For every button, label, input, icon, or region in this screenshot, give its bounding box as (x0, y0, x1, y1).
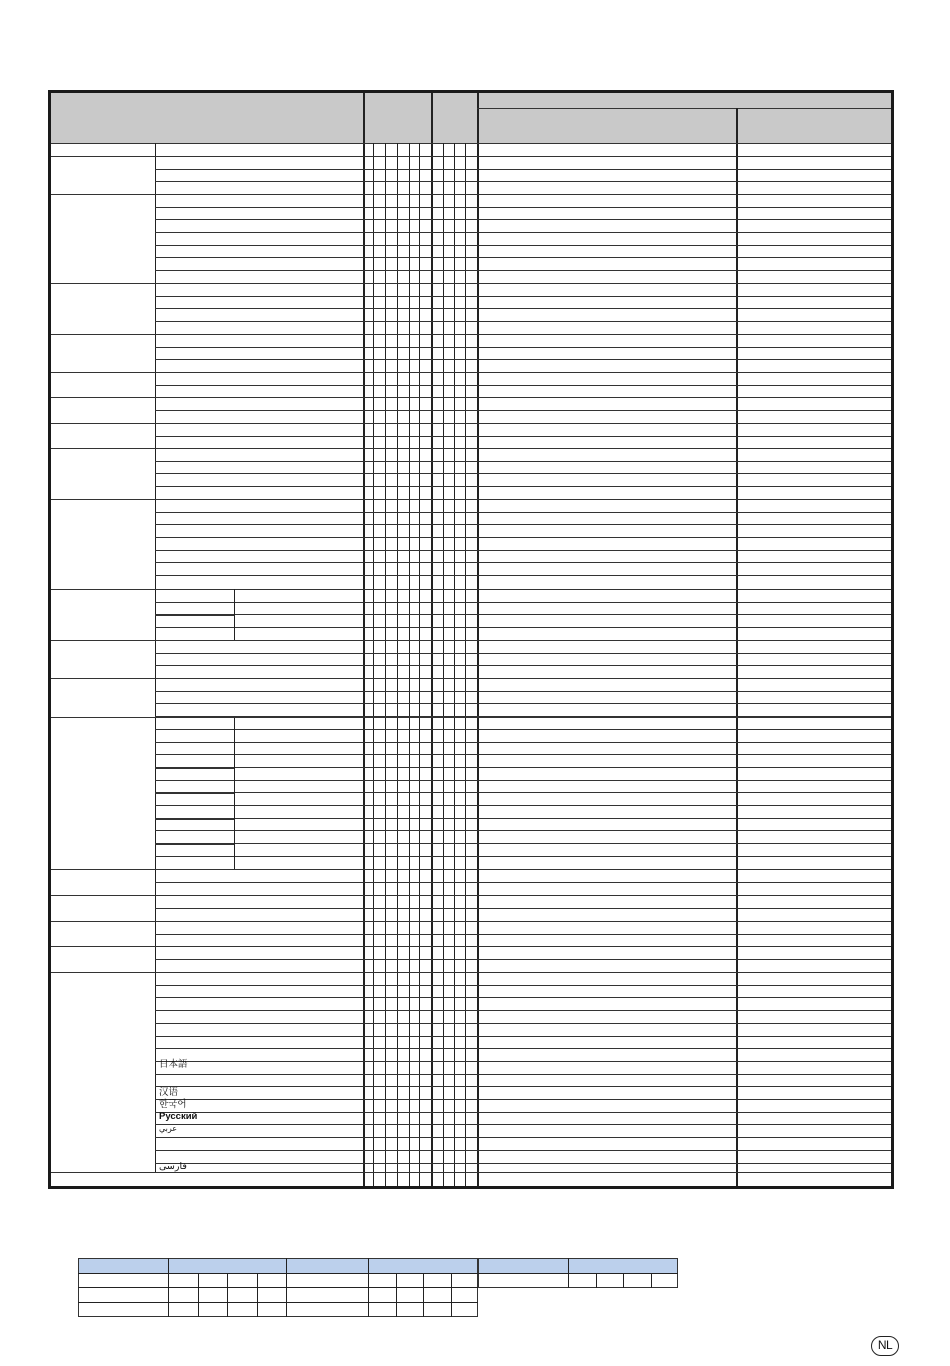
grid-hline (155, 703, 891, 704)
grid-hline (155, 270, 891, 271)
settings-table (48, 90, 894, 1189)
grid-hline (155, 1023, 891, 1024)
grid-hline (51, 869, 891, 870)
grid-hline (155, 1074, 891, 1075)
language-arabic: عربي (159, 1124, 178, 1133)
grid-hline (155, 245, 891, 246)
grid-hline (155, 436, 891, 437)
grid-hline (155, 385, 891, 386)
legend-vline (451, 1273, 452, 1317)
grid-hline (155, 1010, 891, 1011)
grid-hline (155, 602, 891, 603)
grid-hline (155, 321, 891, 322)
grid-hline (155, 1112, 891, 1113)
legend-hline (78, 1287, 478, 1288)
grid-hline (155, 461, 891, 462)
grid-hline (51, 921, 891, 922)
grid-vline (155, 143, 156, 1172)
grid-hline (155, 934, 891, 935)
legend-vline (596, 1273, 597, 1288)
grid-hline (155, 959, 891, 960)
grid-hline (155, 729, 891, 730)
grid-hline (155, 1099, 891, 1100)
grid-hline (155, 843, 891, 844)
legend-hline (478, 1273, 678, 1274)
grid-hline (155, 844, 234, 845)
grid-hline (155, 575, 891, 576)
legend-hline (78, 1273, 478, 1274)
grid-hline (155, 742, 234, 743)
grid-hline (155, 882, 891, 883)
language-farsi: فارسی (159, 1161, 187, 1172)
grid-hline (155, 818, 891, 819)
grid-hline (155, 1150, 891, 1151)
grid-hline (155, 793, 234, 794)
grid-hline (155, 985, 891, 986)
legend-hline (78, 1302, 478, 1303)
grid-hline (155, 473, 891, 474)
grid-hline (155, 512, 891, 513)
grid-hline (155, 908, 891, 909)
grid-hline (155, 805, 891, 806)
language-badge: NL (871, 1336, 899, 1356)
grid-hline (51, 946, 891, 947)
grid-hline (155, 1163, 891, 1164)
grid-hline (155, 754, 891, 755)
grid-hline (155, 780, 891, 781)
grid-hline (51, 972, 891, 973)
grid-hline (51, 283, 891, 284)
grid-hline (155, 1137, 891, 1138)
grid-hline (51, 499, 891, 500)
grid-hline (155, 1036, 891, 1037)
grid-hline (155, 219, 891, 220)
table-header (51, 93, 891, 143)
grid-hline (155, 181, 891, 182)
language-chinese: 汉语 (159, 1087, 179, 1098)
legend-vline (651, 1273, 652, 1288)
grid-hline (155, 1124, 891, 1125)
grid-hline (51, 678, 891, 679)
legend-table (78, 1258, 678, 1318)
grid-vline (234, 717, 235, 869)
grid-hline (155, 359, 891, 360)
grid-hline (477, 108, 891, 109)
grid-hline (155, 742, 891, 743)
grid-hline (155, 1048, 891, 1049)
grid-hline (51, 334, 891, 335)
legend-vline (423, 1273, 424, 1317)
grid-hline (155, 257, 891, 258)
legend-vline (198, 1273, 199, 1317)
grid-hline (155, 691, 891, 692)
grid-hline (155, 768, 234, 769)
grid-hline (155, 550, 891, 551)
grid-hline (155, 410, 891, 411)
grid-hline (155, 792, 891, 793)
legend-vline (396, 1273, 397, 1317)
grid-hline (51, 156, 891, 157)
grid-hline (155, 615, 234, 616)
grid-hline (51, 640, 891, 641)
grid-hline (155, 665, 891, 666)
grid-hline (51, 143, 891, 144)
grid-hline (155, 1086, 891, 1087)
grid-hline (155, 767, 891, 768)
grid-hline (155, 308, 891, 309)
grid-hline (155, 856, 891, 857)
language-korean: 한국어 (159, 1099, 187, 1110)
grid-hline (51, 895, 891, 896)
grid-hline (155, 819, 234, 820)
grid-hline (51, 448, 891, 449)
grid-hline (51, 397, 891, 398)
grid-hline (155, 562, 891, 563)
grid-hline (51, 372, 891, 373)
grid-hline (155, 997, 891, 998)
grid-vline (234, 589, 235, 640)
legend-vline (227, 1273, 228, 1317)
grid-hline (51, 717, 891, 718)
language-japanese: 日本語 (159, 1059, 188, 1070)
grid-hline (155, 524, 891, 525)
grid-hline (155, 486, 891, 487)
legend-vline (257, 1273, 258, 1317)
language-russian: Русский (159, 1111, 198, 1122)
grid-hline (155, 627, 891, 628)
grid-hline (155, 537, 891, 538)
legend-vline (623, 1273, 624, 1288)
grid-hline (155, 296, 891, 297)
grid-hline (155, 614, 891, 615)
grid-hline (155, 1061, 891, 1062)
grid-hline (155, 207, 891, 208)
grid-hline (51, 589, 891, 590)
grid-hline (155, 653, 891, 654)
grid-hline (155, 830, 891, 831)
grid-hline (155, 347, 891, 348)
grid-hline (51, 423, 891, 424)
grid-hline (155, 169, 891, 170)
grid-hline (155, 232, 891, 233)
grid-hline (51, 194, 891, 195)
